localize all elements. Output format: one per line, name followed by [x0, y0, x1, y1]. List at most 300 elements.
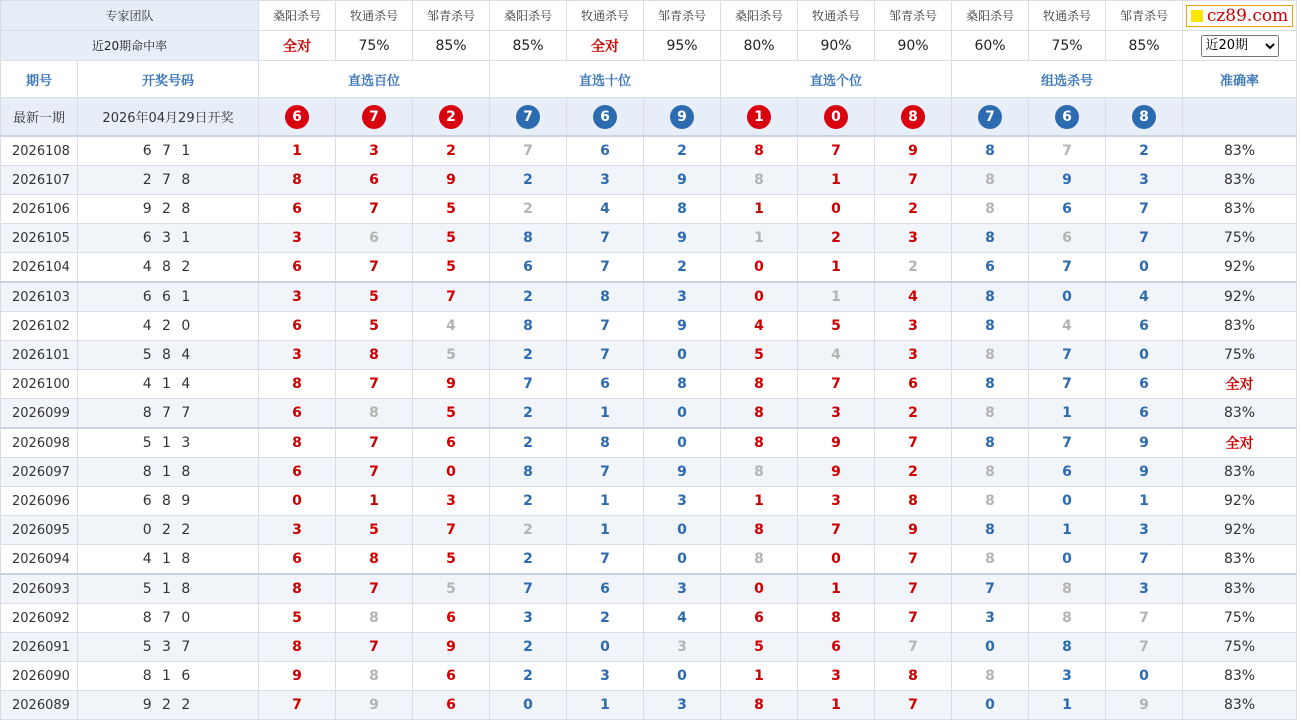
- issue-number: 2026090: [1, 662, 78, 691]
- kill-number: 0: [798, 195, 875, 224]
- table-row: [1, 282, 1297, 312]
- kill-number: 8: [644, 370, 721, 399]
- kill-number: 7: [952, 574, 1029, 604]
- kill-number: 6: [259, 195, 336, 224]
- kill-number: 7: [336, 458, 413, 487]
- number-ball: 8: [901, 105, 925, 129]
- draw-number: 6 7 1: [78, 136, 259, 166]
- expert-name: 邹青杀号: [413, 1, 490, 31]
- kill-number: 8: [952, 282, 1029, 312]
- kill-number: 8: [336, 662, 413, 691]
- expert-name: 桑阳杀号: [259, 1, 336, 31]
- accuracy-value: 83%: [1183, 662, 1297, 691]
- kill-number: 8: [567, 282, 644, 312]
- kill-number: 0: [721, 253, 798, 283]
- accuracy-value: 92%: [1183, 487, 1297, 516]
- expert-name: 桑阳杀号: [952, 1, 1029, 31]
- table-row: [1, 458, 1297, 487]
- kill-number: 6: [567, 370, 644, 399]
- hit-rate-label: 近20期命中率: [1, 31, 259, 61]
- kill-number: 8: [721, 428, 798, 458]
- latest-ball-cell: [798, 98, 875, 137]
- latest-ball-cell: [413, 98, 490, 137]
- kill-number: 2: [490, 195, 567, 224]
- hit-rate: 75%: [1029, 31, 1106, 61]
- hit-rate: 75%: [336, 31, 413, 61]
- kill-number: 1: [798, 282, 875, 312]
- draw-number: 2 7 8: [78, 166, 259, 195]
- kill-number: 7: [1106, 224, 1183, 253]
- kill-number: 5: [336, 312, 413, 341]
- latest-ball-cell: [1029, 98, 1106, 137]
- expert-name: 桑阳杀号: [490, 1, 567, 31]
- draw-number: 4 2 0: [78, 312, 259, 341]
- kill-number: 9: [644, 458, 721, 487]
- kill-number: 8: [490, 312, 567, 341]
- kill-number: 3: [1029, 662, 1106, 691]
- kill-number: 1: [721, 662, 798, 691]
- kill-number: 8: [875, 662, 952, 691]
- kill-number: 7: [490, 370, 567, 399]
- accuracy-header: 准确率: [1183, 61, 1297, 98]
- accuracy-value: 83%: [1183, 136, 1297, 166]
- kill-number: 6: [259, 253, 336, 283]
- kill-number: 1: [567, 516, 644, 545]
- table-row: [1, 487, 1297, 516]
- kill-number: 6: [1029, 224, 1106, 253]
- accuracy-value: 83%: [1183, 312, 1297, 341]
- number-ball: 1: [747, 105, 771, 129]
- kill-number: 7: [567, 341, 644, 370]
- kill-number: 9: [1106, 691, 1183, 720]
- number-ball: 7: [362, 105, 386, 129]
- draw-number: 6 3 1: [78, 224, 259, 253]
- draw-number: 4 1 8: [78, 545, 259, 575]
- issue-number: 2026107: [1, 166, 78, 195]
- table-row: [1, 166, 1297, 195]
- kill-number: 0: [721, 574, 798, 604]
- kill-number: 0: [644, 341, 721, 370]
- kill-number: 7: [875, 166, 952, 195]
- kill-number: 8: [490, 458, 567, 487]
- kill-number: 0: [1029, 545, 1106, 575]
- group-header-units: 直选个位: [721, 61, 952, 98]
- kill-number: 8: [721, 691, 798, 720]
- hit-rate: 85%: [413, 31, 490, 61]
- kill-number: 9: [644, 312, 721, 341]
- issue-number: 2026101: [1, 341, 78, 370]
- number-ball: 6: [593, 105, 617, 129]
- kill-number: 8: [336, 604, 413, 633]
- kill-number: 2: [644, 136, 721, 166]
- accuracy-value: 92%: [1183, 516, 1297, 545]
- hit-rate: 60%: [952, 31, 1029, 61]
- kill-number: 7: [1106, 195, 1183, 224]
- kill-number: 0: [1106, 253, 1183, 283]
- kill-number: 0: [952, 691, 1029, 720]
- kill-number: 6: [336, 224, 413, 253]
- latest-issue-row: [1, 98, 1297, 137]
- logo-cell: [1183, 1, 1297, 31]
- kill-number: 2: [490, 399, 567, 429]
- expert-name: 邹青杀号: [875, 1, 952, 31]
- kill-number: 6: [1106, 399, 1183, 429]
- kill-number: 0: [1106, 341, 1183, 370]
- kill-number: 8: [259, 166, 336, 195]
- kill-number: 6: [336, 166, 413, 195]
- kill-number: 4: [644, 604, 721, 633]
- kill-number: 0: [413, 458, 490, 487]
- kill-number: 8: [952, 545, 1029, 575]
- table-row: [1, 516, 1297, 545]
- kill-number: 3: [644, 633, 721, 662]
- draw-number: 4 8 2: [78, 253, 259, 283]
- number-ball: 7: [516, 105, 540, 129]
- kill-number: 1: [1106, 487, 1183, 516]
- kill-number: 0: [1029, 487, 1106, 516]
- table-row: [1, 604, 1297, 633]
- accuracy-value: 83%: [1183, 166, 1297, 195]
- kill-number: 2: [490, 166, 567, 195]
- kill-number: 9: [1106, 458, 1183, 487]
- kill-number: 9: [644, 224, 721, 253]
- accuracy-value: 全对: [1183, 370, 1297, 399]
- issue-number: 2026108: [1, 136, 78, 166]
- accuracy-value: 83%: [1183, 195, 1297, 224]
- accuracy-value: 75%: [1183, 341, 1297, 370]
- kill-number: 1: [721, 195, 798, 224]
- kill-number: 6: [567, 574, 644, 604]
- issue-number: 2026094: [1, 545, 78, 575]
- kill-number: 7: [336, 633, 413, 662]
- kill-number: 9: [1029, 166, 1106, 195]
- kill-number: 8: [259, 370, 336, 399]
- kill-number: 8: [952, 224, 1029, 253]
- kill-number: 0: [644, 545, 721, 575]
- kill-number: 0: [259, 487, 336, 516]
- number-ball: 6: [1055, 105, 1079, 129]
- kill-number: 0: [1106, 662, 1183, 691]
- site-logo[interactable]: [1186, 5, 1293, 27]
- issue-number: 2026089: [1, 691, 78, 720]
- latest-ball-cell: [1106, 98, 1183, 137]
- issue-number: 2026102: [1, 312, 78, 341]
- kill-number: 2: [875, 458, 952, 487]
- kill-number: 0: [798, 545, 875, 575]
- draw-number: 8 7 0: [78, 604, 259, 633]
- kill-number: 7: [1029, 428, 1106, 458]
- kill-number: 0: [644, 399, 721, 429]
- kill-number: 8: [952, 516, 1029, 545]
- kill-number: 1: [1029, 516, 1106, 545]
- kill-number: 0: [1029, 282, 1106, 312]
- kill-number: 1: [721, 224, 798, 253]
- kill-number: 7: [875, 691, 952, 720]
- kill-number: 8: [721, 545, 798, 575]
- kill-number: 8: [952, 341, 1029, 370]
- kill-number: 3: [567, 166, 644, 195]
- issue-number: 2026096: [1, 487, 78, 516]
- kill-number: 6: [1106, 370, 1183, 399]
- kill-number: 4: [1029, 312, 1106, 341]
- kill-number: 6: [798, 633, 875, 662]
- kill-number: 6: [1029, 458, 1106, 487]
- kill-number: 8: [952, 370, 1029, 399]
- draw-number: 5 8 4: [78, 341, 259, 370]
- issue-number: 2026100: [1, 370, 78, 399]
- kill-number: 7: [875, 604, 952, 633]
- kill-number: 3: [259, 516, 336, 545]
- kill-number: 7: [567, 253, 644, 283]
- hit-rate: 全对: [259, 31, 336, 61]
- kill-number: 9: [413, 166, 490, 195]
- kill-number: 3: [413, 487, 490, 516]
- column-header-row: [1, 61, 1297, 98]
- table-row: [1, 370, 1297, 399]
- kill-number: 7: [875, 545, 952, 575]
- table-row: [1, 399, 1297, 429]
- expert-name: 牧通杀号: [336, 1, 413, 31]
- kill-number: 8: [1029, 604, 1106, 633]
- hit-rate: 85%: [1106, 31, 1183, 61]
- accuracy-value: 75%: [1183, 224, 1297, 253]
- expert-name: 邹青杀号: [644, 1, 721, 31]
- kill-number: 9: [798, 428, 875, 458]
- kill-number: 7: [1029, 370, 1106, 399]
- hit-rate: 95%: [644, 31, 721, 61]
- expert-name: 牧通杀号: [798, 1, 875, 31]
- accuracy-value: 75%: [1183, 633, 1297, 662]
- expert-team-row: [1, 1, 1297, 31]
- logo-text: cz89.com: [1206, 5, 1289, 26]
- kill-number: 8: [721, 516, 798, 545]
- draw-number: 8 1 8: [78, 458, 259, 487]
- kill-number: 3: [644, 282, 721, 312]
- hit-rate: 90%: [875, 31, 952, 61]
- kill-number: 2: [644, 253, 721, 283]
- kill-number: 5: [721, 633, 798, 662]
- kill-number: 4: [1106, 282, 1183, 312]
- kill-number: 1: [1029, 691, 1106, 720]
- kill-number: 3: [259, 341, 336, 370]
- kill-number: 8: [259, 574, 336, 604]
- expert-name: 桑阳杀号: [721, 1, 798, 31]
- latest-ball-cell: [259, 98, 336, 137]
- table-row: [1, 312, 1297, 341]
- latest-ball-cell: [644, 98, 721, 137]
- table-row: [1, 691, 1297, 720]
- kill-number: 7: [413, 516, 490, 545]
- kill-number: 2: [875, 195, 952, 224]
- kill-number: 2: [490, 428, 567, 458]
- kill-number: 5: [259, 604, 336, 633]
- kill-number: 8: [952, 136, 1029, 166]
- kill-number: 7: [567, 458, 644, 487]
- kill-number: 7: [336, 253, 413, 283]
- kill-number: 1: [798, 691, 875, 720]
- kill-number: 2: [413, 136, 490, 166]
- latest-ball-cell: [952, 98, 1029, 137]
- kill-number: 6: [952, 253, 1029, 283]
- logo-square-icon: [1191, 10, 1203, 22]
- kill-number: 8: [259, 428, 336, 458]
- kill-number: 5: [413, 545, 490, 575]
- issue-number: 2026092: [1, 604, 78, 633]
- kill-number: 1: [336, 487, 413, 516]
- kill-number: 8: [952, 312, 1029, 341]
- kill-number: 1: [567, 691, 644, 720]
- kill-number: 3: [1106, 516, 1183, 545]
- kill-number: 0: [490, 691, 567, 720]
- kill-number: 8: [952, 662, 1029, 691]
- kill-number: 5: [336, 516, 413, 545]
- group-header-tens: 直选十位: [490, 61, 721, 98]
- kill-number: 4: [413, 312, 490, 341]
- table-row: [1, 224, 1297, 253]
- hit-rate-row: [1, 31, 1297, 61]
- kill-number: 1: [798, 574, 875, 604]
- kill-number: 9: [798, 458, 875, 487]
- kill-number: 8: [490, 224, 567, 253]
- issue-header: 期号: [1, 61, 78, 98]
- kill-number: 3: [259, 282, 336, 312]
- kill-number: 9: [1106, 428, 1183, 458]
- group-header-group-kill: 组选杀号: [952, 61, 1183, 98]
- kill-number: 5: [413, 574, 490, 604]
- kill-number: 3: [259, 224, 336, 253]
- table-row: [1, 428, 1297, 458]
- accuracy-value: 83%: [1183, 691, 1297, 720]
- expert-name: 邹青杀号: [1106, 1, 1183, 31]
- kill-number: 0: [644, 516, 721, 545]
- number-ball: 9: [670, 105, 694, 129]
- latest-draw-date: 2026年04月29日开奖: [78, 98, 259, 137]
- latest-ball-cell: [875, 98, 952, 137]
- kill-number: 2: [875, 399, 952, 429]
- kill-number: 9: [875, 516, 952, 545]
- draw-number: 5 3 7: [78, 633, 259, 662]
- kill-number: 7: [567, 545, 644, 575]
- table-row: [1, 136, 1297, 166]
- kill-number: 3: [490, 604, 567, 633]
- kill-number: 3: [875, 312, 952, 341]
- kill-number: 6: [259, 545, 336, 575]
- kill-number: 3: [952, 604, 1029, 633]
- expert-name: 牧通杀号: [567, 1, 644, 31]
- kill-number: 4: [721, 312, 798, 341]
- kill-number: 2: [490, 662, 567, 691]
- accuracy-value: 92%: [1183, 253, 1297, 283]
- period-select[interactable]: [1201, 35, 1279, 57]
- kill-number: 7: [875, 428, 952, 458]
- kill-number: 6: [413, 691, 490, 720]
- accuracy-value: 全对: [1183, 428, 1297, 458]
- hit-rate: 85%: [490, 31, 567, 61]
- kill-number: 7: [798, 370, 875, 399]
- latest-label: 最新一期: [1, 98, 78, 137]
- issue-number: 2026103: [1, 282, 78, 312]
- kill-number: 8: [721, 458, 798, 487]
- kill-number: 6: [413, 604, 490, 633]
- kill-number: 2: [567, 604, 644, 633]
- issue-number: 2026099: [1, 399, 78, 429]
- group-header-hundreds: 直选百位: [259, 61, 490, 98]
- kill-number: 3: [567, 662, 644, 691]
- accuracy-value: 75%: [1183, 604, 1297, 633]
- kill-number: 8: [336, 341, 413, 370]
- kill-number: 2: [490, 516, 567, 545]
- kill-number: 3: [336, 136, 413, 166]
- table-row: [1, 195, 1297, 224]
- issue-number: 2026097: [1, 458, 78, 487]
- kill-number: 8: [567, 428, 644, 458]
- period-select-cell: [1183, 31, 1297, 61]
- kill-number: 2: [875, 253, 952, 283]
- issue-number: 2026106: [1, 195, 78, 224]
- kill-number: 0: [644, 662, 721, 691]
- kill-number: 9: [413, 633, 490, 662]
- kill-number: 6: [490, 253, 567, 283]
- kill-number: 7: [336, 370, 413, 399]
- kill-number: 1: [567, 399, 644, 429]
- draw-number: 9 2 2: [78, 691, 259, 720]
- kill-number: 4: [875, 282, 952, 312]
- kill-number: 3: [1106, 166, 1183, 195]
- kill-number: 6: [259, 399, 336, 429]
- kill-number: 8: [952, 399, 1029, 429]
- kill-number: 6: [413, 428, 490, 458]
- kill-number: 3: [798, 487, 875, 516]
- kill-number: 7: [1029, 341, 1106, 370]
- kill-number: 5: [413, 195, 490, 224]
- table-row: [1, 253, 1297, 283]
- kill-number: 2: [798, 224, 875, 253]
- accuracy-value: 83%: [1183, 399, 1297, 429]
- kill-number: 6: [1029, 195, 1106, 224]
- kill-number: 1: [1029, 399, 1106, 429]
- kill-number: 7: [875, 574, 952, 604]
- kill-number: 9: [644, 166, 721, 195]
- issue-number: 2026093: [1, 574, 78, 604]
- latest-ball-cell: [567, 98, 644, 137]
- accuracy-value: 83%: [1183, 574, 1297, 604]
- kill-number: 7: [336, 428, 413, 458]
- kill-number: 7: [336, 195, 413, 224]
- kill-number: 8: [952, 487, 1029, 516]
- kill-number: 8: [952, 428, 1029, 458]
- kill-number: 7: [1029, 136, 1106, 166]
- kill-number: 2: [490, 545, 567, 575]
- kill-number: 7: [798, 136, 875, 166]
- kill-number: 5: [413, 224, 490, 253]
- kill-number: 0: [644, 428, 721, 458]
- accuracy-value: 92%: [1183, 282, 1297, 312]
- kill-number: 5: [721, 341, 798, 370]
- kill-number: 2: [1106, 136, 1183, 166]
- kill-number: 6: [721, 604, 798, 633]
- kill-number: 2: [490, 341, 567, 370]
- kill-number: 5: [798, 312, 875, 341]
- draw-number: 8 1 6: [78, 662, 259, 691]
- kill-number: 8: [721, 370, 798, 399]
- kill-number: 3: [644, 487, 721, 516]
- kill-number: 7: [490, 136, 567, 166]
- kill-number: 1: [798, 166, 875, 195]
- kill-number: 2: [490, 633, 567, 662]
- hit-rate: 80%: [721, 31, 798, 61]
- kill-number: 3: [644, 574, 721, 604]
- kill-number: 3: [798, 399, 875, 429]
